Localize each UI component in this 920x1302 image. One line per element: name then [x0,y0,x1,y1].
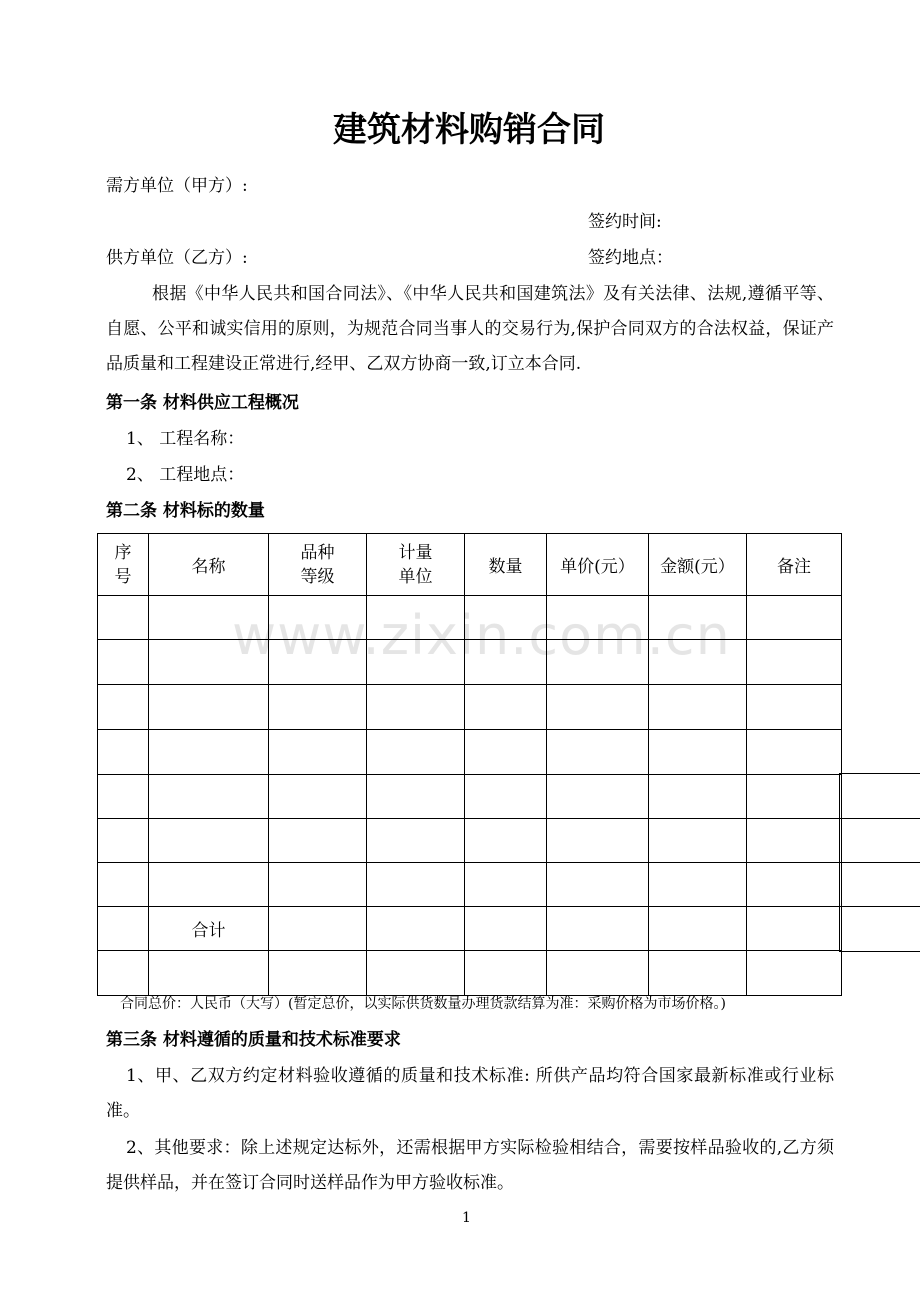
table-row [98,951,842,996]
col-header-amount: 金额(元） [649,534,747,596]
table-row [98,775,842,819]
preamble-paragraph: 根据《中华人民共和国合同法》、《中华人民共和国建筑法》及有关法律、法规,遵循平等、自愿、公平和诚实信用的原则，为规范合同当事人的交易行为,保护合同双方的合法权益，保证产品质量和工程建设正常进行,经甲、乙双方协商一致,订立本合同. [106,284,834,374]
table-overflow-rule [840,862,920,863]
col-header-seq-line1: 序 [114,542,132,563]
contract-total-note: 合同总价：人民币（大写）(暂定总价，以实际供货数量办理货款结算为准：采购价格为市场价格。) [120,996,726,1012]
col-header-grade-line2: 等级 [300,566,335,587]
table-row [98,863,842,907]
col-header-remark: 备注 [747,534,842,596]
col-header-name: 名称 [149,534,269,596]
total-label: 合计 [149,907,269,951]
article-3-item-2: 2、其他要求：除上述规定达标外，还需根据甲方实际检验相结合，需要按样品验收的,乙方须提供样品，并在签订合同时送样品作为甲方验收标准。 [106,1138,834,1193]
article-3-item-1: 1、甲、乙双方约定材料验收遵循的质量和技术标准: 所供产品均符合国家最新标准或行业标准。 [106,1066,834,1121]
sign-place-label: 签约地点： [588,248,673,268]
col-header-unit-line2: 单位 [398,566,433,587]
col-header-seq-line2: 号 [114,566,132,587]
table-row [98,730,842,775]
table-overflow-cells [839,773,920,952]
article-1-heading: 第一条 材料供应工程概况 [106,393,299,413]
seller-label: 供方单位（乙方）: [106,248,248,268]
sign-time-label: 签约时间: [588,212,662,232]
col-header-unit [367,534,465,596]
col-header-price: 单价(元） [547,534,649,596]
project-location-label: 2、 工程地点： [126,465,245,485]
table-row [98,819,842,863]
table-total-row [98,907,842,951]
col-header-qty: 数量 [465,534,547,596]
document-title: 建筑材料购销合同 [333,110,605,150]
materials-table [97,533,842,996]
table-row [98,685,842,730]
table-header-row [98,534,842,596]
project-name-label: 1、 工程名称： [126,429,245,449]
table-overflow-rule [840,818,920,819]
col-header-grade-line1: 品种 [300,542,335,563]
col-header-seq [98,534,149,596]
table-overflow-rule [840,906,920,907]
col-header-unit-line1: 计量 [398,542,433,563]
article-2-heading: 第二条 材料标的数量 [106,501,265,521]
col-header-grade [269,534,367,596]
article-3-heading: 第三条 材料遵循的质量和技术标准要求 [106,1030,401,1050]
buyer-label: 需方单位（甲方）: [106,176,248,196]
page-number: 1 [462,1210,471,1226]
watermark-text: www.zixin.com.cn [232,604,731,667]
